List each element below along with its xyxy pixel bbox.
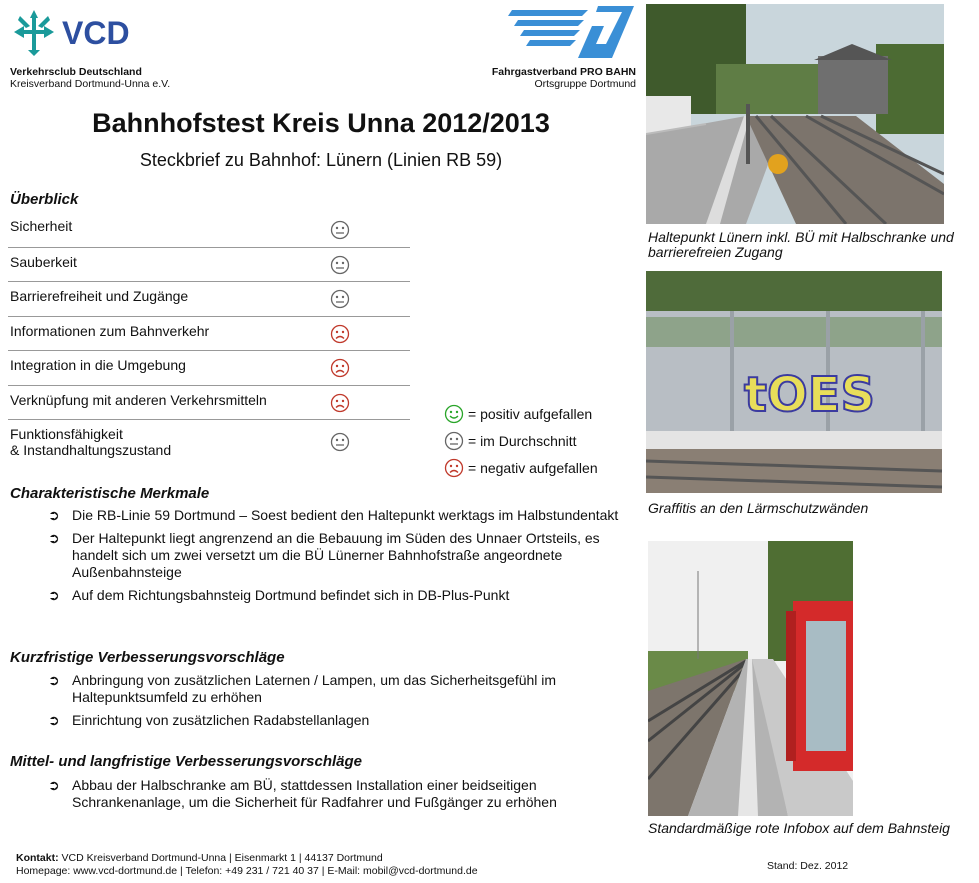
photo-caption-2: Graffitis an den Lärmschutzwänden [648, 500, 869, 516]
page-subtitle: Steckbrief zu Bahnhof: Lünern (Linien RB 59) [139, 150, 503, 170]
rating-label: Barrierefreiheit und Zugänge [10, 288, 189, 304]
rating-label: Sicherheit [10, 218, 73, 234]
rating-row [8, 420, 410, 464]
arrow-bullet-icon: ➲ [48, 587, 60, 603]
overview-heading: Überblick [10, 191, 79, 208]
stand-date: Stand: Dez. 2012 [767, 860, 849, 872]
neutral-face-icon [444, 431, 464, 451]
negative-face-icon [330, 324, 350, 344]
long-term-list [48, 777, 628, 817]
probahn-logo [508, 4, 636, 60]
rating-label: Funktionsfähigkeit [10, 426, 123, 442]
list-item: ➲ Anbringung von zusätzlichen Laternen / Lampen, um das Sicherheitsgefühl im Haltepunktsumfeld zu erhöhen [48, 672, 557, 705]
ratings-table [8, 212, 410, 464]
short-term-list [48, 672, 628, 735]
arrow-bullet-icon: ➲ [48, 712, 60, 728]
neutral-face-icon [330, 255, 350, 275]
legend-positive [444, 400, 598, 427]
negative-face-icon [330, 393, 350, 413]
rating-row [8, 248, 410, 282]
arrow-bullet-icon: ➲ [48, 777, 60, 793]
characteristics-heading: Charakteristische Merkmale [10, 485, 210, 502]
positive-face-icon [444, 404, 464, 424]
org-left-sub: Kreisverband Dortmund-Unna e.V. [10, 78, 171, 90]
characteristics-list [48, 507, 628, 610]
page-title: Bahnhofstest Kreis Unna 2012/2013 [92, 108, 550, 138]
rating-row [8, 212, 410, 248]
org-right [440, 66, 636, 90]
list-item: ➲ Abbau der Halbschranke am BÜ, stattdessen Installation einer beidseitigen Schrankenanlage, um die Sicherheit für Radfahrer und Fußgänger zu erhöhen [48, 777, 557, 810]
infobox-photo [648, 541, 853, 816]
legend-positive-label: = positiv aufgefallen [468, 405, 593, 422]
photo-caption-3: Standardmäßige rote Infobox auf dem Bahnsteig [648, 820, 950, 836]
neutral-face-icon [330, 289, 350, 309]
rating-label: Informationen zum Bahnverkehr [10, 323, 210, 339]
rating-row [8, 386, 410, 420]
contact-label: Kontakt: [16, 852, 59, 864]
long-term-heading: Mittel- und langfristige Verbesserungsvorschläge [10, 753, 363, 770]
legend-neutral-label: = im Durchschnitt [468, 432, 577, 449]
neutral-face-icon [330, 432, 350, 452]
rating-row [8, 282, 410, 317]
vcd-logo-text: VCD [62, 15, 130, 51]
org-right-name: Fahrgastverband PRO BAHN [491, 66, 636, 78]
legend [444, 400, 598, 481]
negative-face-icon [444, 458, 464, 478]
legend-negative [444, 454, 598, 481]
station-photo [646, 4, 944, 224]
rating-row [8, 351, 410, 386]
neutral-face-icon [330, 220, 350, 240]
rating-label: Verknüpfung mit anderen Verkehrsmitteln [10, 392, 267, 408]
list-item: ➲ Die RB-Linie 59 Dortmund – Soest bedient den Haltepunkt werktags im Halbstundentakt [48, 507, 619, 523]
org-left-name: Verkehrsclub Deutschland [10, 66, 142, 78]
contact-line1: VCD Kreisverband Dortmund-Unna | Eisenmarkt 1 | 44137 Dortmund [61, 852, 383, 864]
negative-face-icon [330, 358, 350, 378]
photo-caption-1: Haltepunkt Lünern inkl. BÜ mit Halbschranke und barrierefreien Zugang [648, 229, 954, 260]
arrow-bullet-icon: ➲ [48, 530, 60, 546]
list-item: ➲ Auf dem Richtungsbahnsteig Dortmund befindet sich in DB-Plus-Punkt [48, 587, 510, 603]
rating-row [8, 317, 410, 351]
org-right-sub: Ortsgruppe Dortmund [534, 78, 636, 90]
vcd-logo [10, 8, 160, 56]
rating-label-line2: & Instandhaltungszustand [10, 442, 172, 458]
contact-line2: Homepage: www.vcd-dortmund.de | Telefon: +49 231 / 721 40 37 | E-Mail: mobil@vcd-dortmund.de [16, 865, 478, 877]
legend-negative-label: = negativ aufgefallen [468, 459, 598, 476]
list-item: ➲ Der Haltepunkt liegt angrenzend an die Bebauung im Süden des Unnaer Ortsteils, es handelt sich um zwei versetzt um die BÜ Lünerner Bahnhofstraße angeordnete Außenbahnsteige [48, 530, 600, 580]
legend-neutral [444, 427, 598, 454]
short-term-heading: Kurzfristige Verbesserungsvorschläge [10, 649, 285, 666]
arrow-bullet-icon: ➲ [48, 507, 60, 523]
arrow-bullet-icon: ➲ [48, 672, 60, 688]
rating-label: Integration in die Umgebung [10, 357, 186, 373]
contact-info [16, 852, 478, 878]
graffiti-photo [646, 271, 942, 493]
graffiti-text: tOES [744, 367, 876, 423]
rating-label: Sauberkeit [10, 254, 77, 270]
list-item: ➲ Einrichtung von zusätzlichen Radabstellanlagen [48, 712, 370, 728]
org-left [10, 66, 170, 90]
